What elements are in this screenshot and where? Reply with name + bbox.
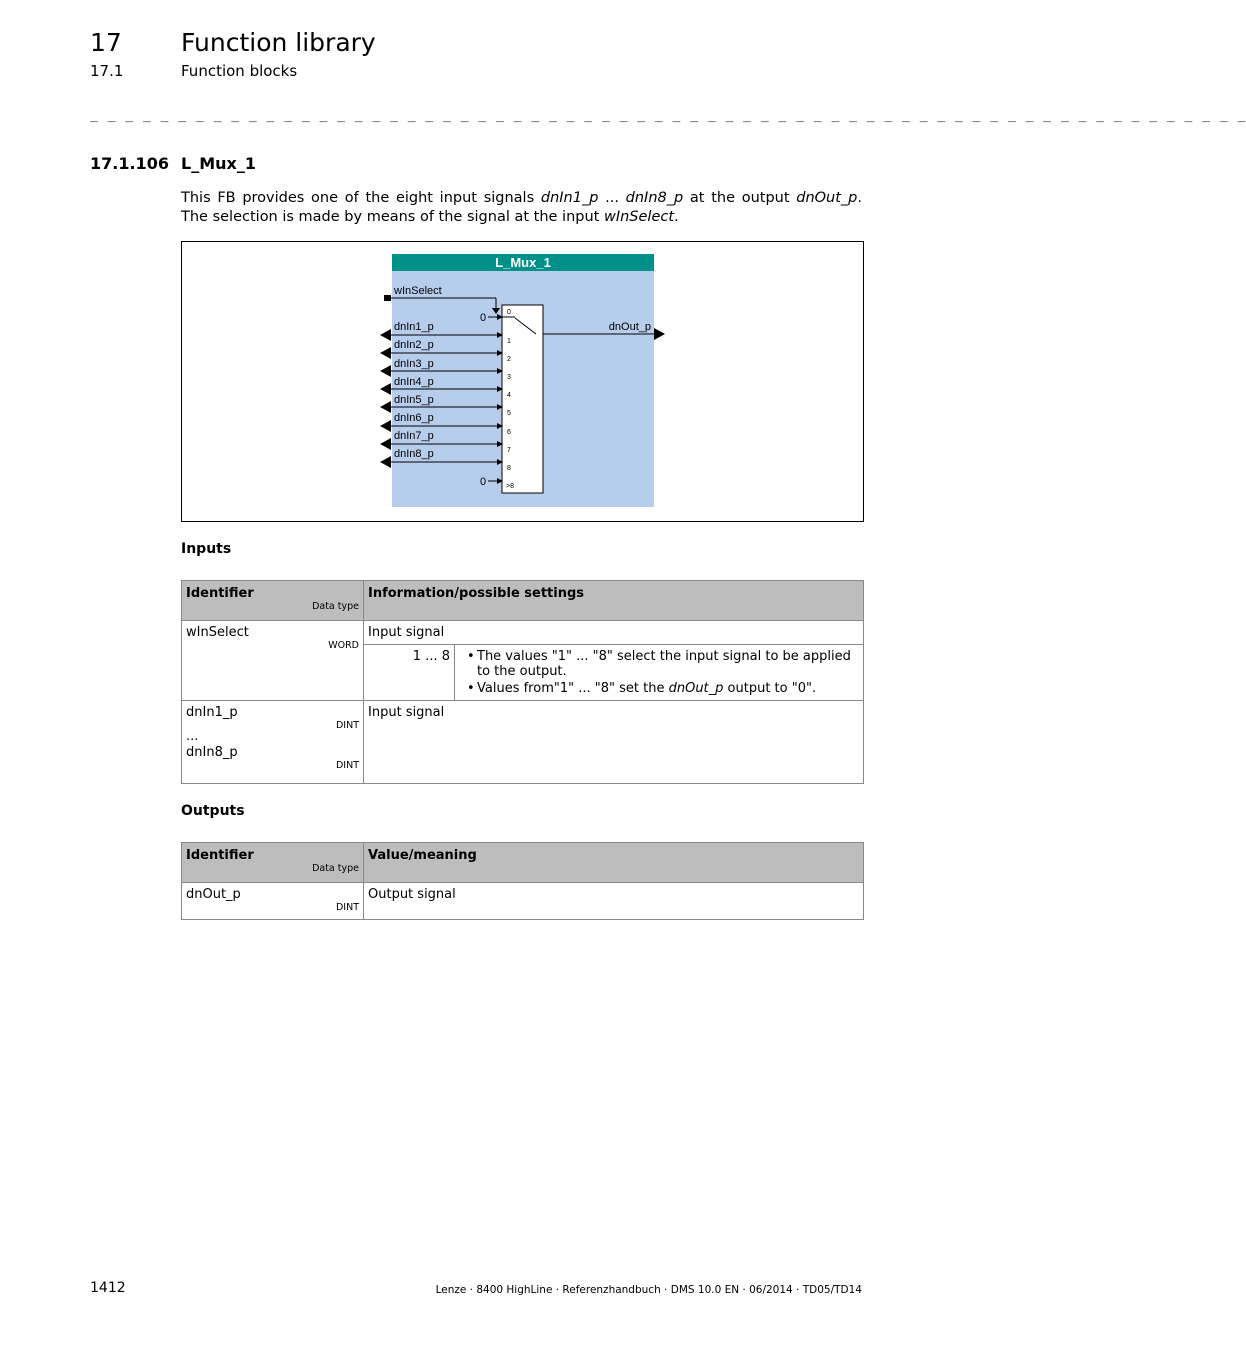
document-info: Lenze · 8400 HighLine · Referenzhandbuch · DMS 10.0 EN · 06/2014 · TD05/TD14 (435, 1284, 862, 1296)
dnin1-name: dnIn1_p (186, 705, 238, 720)
dnin-info: Input signal (368, 705, 445, 720)
bullet-text: The values "1" ... "8" select the input signal to be applied to the output. (477, 649, 851, 679)
input-arrow-8 (380, 456, 391, 468)
winselect-range-cell (364, 645, 455, 701)
intro-var: dnIn1_p (540, 190, 599, 206)
intro-var: dnIn8_p (625, 190, 684, 206)
page-number: 1412 (90, 1280, 126, 1296)
dnin-info-cell (364, 701, 864, 784)
intro-text: . The selection is made by means of the signal at the input (181, 190, 862, 225)
input-arrow-7 (380, 438, 391, 450)
input-arrow-1 (380, 329, 391, 341)
chapter-title: Function library (181, 28, 376, 57)
input-label-7: dnIn7_p (394, 430, 434, 442)
inputs-table-header (182, 581, 864, 621)
input-label-1: dnIn1_p (394, 321, 434, 333)
header-datatype: Data type (312, 863, 359, 874)
bullet-text-part: output to "0". (723, 681, 817, 696)
list-item (467, 681, 859, 696)
outputs-table (181, 842, 864, 920)
outputs-heading: Outputs (181, 803, 245, 819)
switch-label-3: 3 (507, 374, 511, 381)
select-connector (384, 295, 391, 301)
input-arrow-4 (380, 383, 391, 395)
table-row (182, 701, 864, 784)
input-arrow-2 (380, 347, 391, 359)
header-separator: _ _ _ _ _ _ _ _ _ _ _ _ _ _ _ _ _ _ _ _ _ _ _ _ _ _ _ _ _ _ _ _ _ _ _ _ _ _ _ _ _ _ _ _ _ _ _ _ _ _ _ _ _ _ _ _ _ _ _ _ _ _ _ _ _ _ (90, 108, 1246, 123)
select-label: wInSelect (394, 285, 442, 297)
dnout-type: DINT (335, 902, 359, 913)
intro-var: dnOut_p (796, 190, 858, 206)
bullet-icon: • (467, 681, 475, 696)
table-row (182, 883, 864, 920)
switch-label-0: 0 (507, 309, 511, 316)
inputs-table (181, 580, 864, 784)
bullet-var: dnOut_p (668, 681, 724, 696)
intro-paragraph (181, 189, 862, 227)
switch-label-7: 7 (507, 447, 511, 454)
winselect-identifier-cell (182, 621, 364, 701)
intro-text: at the output (683, 190, 797, 206)
header-info-cell (364, 581, 864, 621)
header-identifier: Identifier (186, 848, 254, 863)
winselect-range: 1 ... 8 (412, 649, 450, 664)
switch-label-8: 8 (507, 465, 511, 472)
header-identifier-cell (182, 843, 364, 883)
input-label-2: dnIn2_p (394, 339, 434, 351)
switch-label-6: 6 (507, 429, 511, 436)
list-item (467, 649, 859, 679)
winselect-bullets (455, 645, 863, 700)
zero-top-label: 0 (480, 312, 487, 324)
dnout-info-cell (364, 883, 864, 920)
section-number: 17.1 (90, 62, 124, 80)
switch-label-2: 2 (507, 356, 511, 363)
header-value: Value/meaning (368, 848, 477, 863)
winselect-description-cell (455, 645, 864, 701)
dnin1-type: DINT (335, 720, 359, 731)
input-label-5: dnIn5_p (394, 394, 434, 406)
winselect-name: wInSelect (186, 625, 249, 640)
output-label: dnOut_p (608, 321, 651, 333)
dnout-info: Output signal (368, 887, 456, 902)
header-identifier-cell (182, 581, 364, 621)
diagram-frame (181, 241, 864, 522)
winselect-info: Input signal (368, 625, 445, 640)
dnout-name: dnOut_p (186, 887, 241, 902)
output-arrow (654, 328, 665, 340)
header-value-cell (364, 843, 864, 883)
dnin8-name: dnIn8_p (186, 745, 238, 760)
input-arrow-3 (380, 365, 391, 377)
heading-title: L_Mux_1 (181, 154, 256, 173)
chapter-number: 17 (90, 28, 122, 57)
intro-text: . (674, 209, 679, 225)
input-arrow-6 (380, 420, 391, 432)
outputs-table-header (182, 843, 864, 883)
switch-label-4: 4 (507, 392, 511, 399)
bullet-text (477, 681, 816, 696)
header-datatype: Data type (312, 601, 359, 612)
dnin8-type: DINT (335, 760, 359, 771)
bullet-text-part: Values from"1" ... "8" set the (477, 681, 669, 696)
header-info: Information/possible settings (368, 586, 585, 601)
input-label-8: dnIn8_p (394, 448, 434, 460)
intro-text: ... (598, 190, 626, 206)
heading-number: 17.1.106 (90, 154, 169, 173)
block-title: L_Mux_1 (495, 255, 551, 270)
inputs-heading: Inputs (181, 541, 232, 557)
input-label-4: dnIn4_p (394, 376, 434, 388)
function-block-diagram (182, 242, 863, 521)
intro-text: This FB provides one of the eight input signals (181, 190, 541, 206)
winselect-info-cell (364, 621, 864, 645)
winselect-type: WORD (328, 640, 359, 651)
switch-label-1: 1 (507, 338, 511, 345)
section-title: Function blocks (181, 62, 298, 80)
header-identifier: Identifier (186, 586, 254, 601)
zero-bottom-label: 0 (480, 476, 487, 488)
input-label-3: dnIn3_p (394, 358, 434, 370)
dnin-identifier-cell (182, 701, 364, 784)
table-row (182, 621, 864, 645)
input-label-6: dnIn6_p (394, 412, 434, 424)
intro-var: wInSelect (603, 209, 675, 225)
bullet-icon: • (467, 649, 475, 664)
dnout-identifier-cell (182, 883, 364, 920)
dnin-ellipsis: ... (186, 729, 199, 744)
input-arrow-5 (380, 401, 391, 413)
switch-label-5: 5 (507, 410, 511, 417)
switch-label-over8: >8 (506, 483, 514, 490)
